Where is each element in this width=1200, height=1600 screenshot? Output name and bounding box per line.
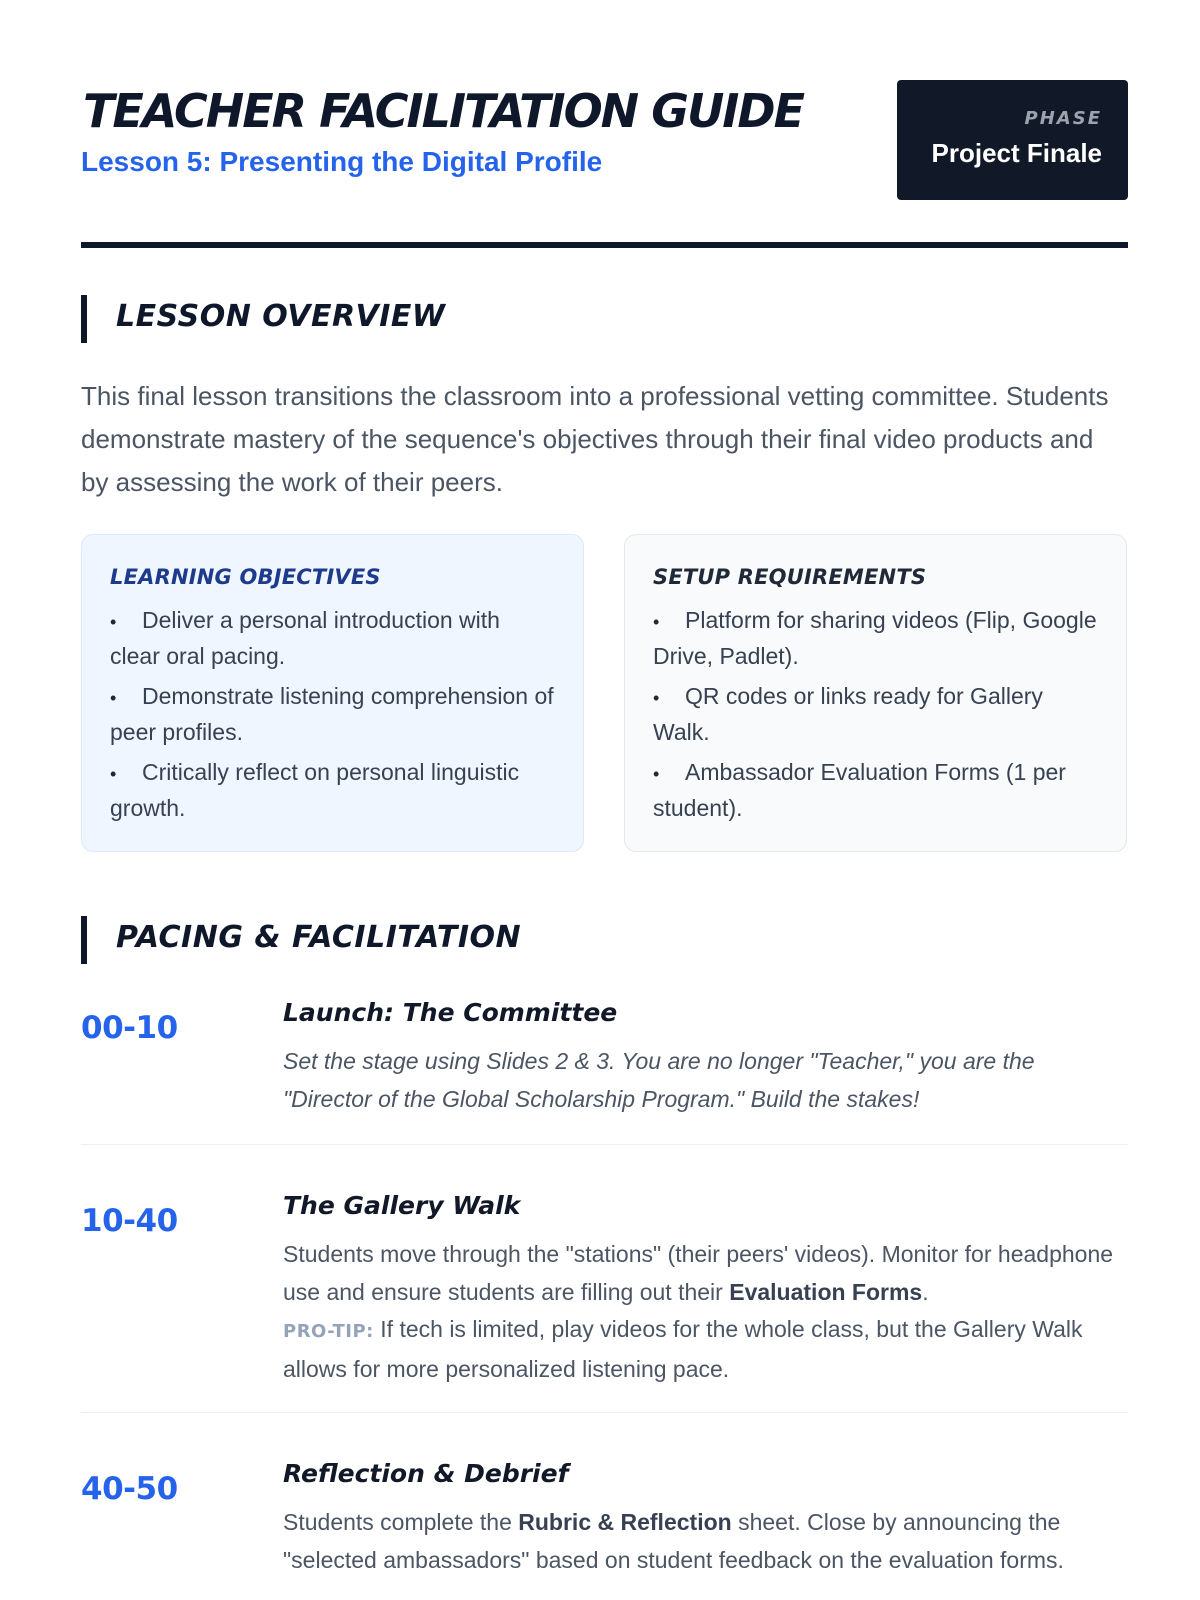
list-item — [653, 603, 1098, 673]
lesson-subtitle: Lesson 5: Presenting the Digital Profile — [81, 146, 603, 177]
list-item-text: QR codes or links ready for Gallery Walk. — [653, 683, 1043, 745]
list-item-text: Ambassador Evaluation Forms (1 per student). — [653, 759, 1066, 821]
card-title: SETUP REQUIREMENTS — [653, 565, 927, 589]
row-body — [283, 1459, 1128, 1579]
document-header — [81, 80, 1128, 200]
overview-paragraph: This final lesson transitions the classroom into a professional vetting committee. Students demonstrate mastery of the sequence's objectives through their final video products and by assessing the work of their peers. — [81, 381, 1109, 497]
row-body — [283, 1191, 1128, 1388]
row-description — [283, 1504, 1128, 1579]
row-title: Launch: The Committee — [283, 998, 618, 1027]
bullet-icon: • — [653, 764, 660, 784]
time-range: 00-10 — [81, 1010, 178, 1046]
bullet-icon: • — [653, 612, 660, 632]
description-text: Students complete the — [283, 1509, 519, 1535]
row-description — [283, 1236, 1128, 1388]
bullet-icon: • — [653, 688, 660, 708]
document-title: TEACHER FACILITATION GUIDE — [83, 84, 804, 138]
header-divider — [81, 242, 1128, 248]
list-item-text: Platform for sharing videos (Flip, Google Drive, Padlet). — [653, 607, 1097, 669]
description-text: Students move through the "stations" (their peers' videos). Monitor for headphone use and ensure students are filling out their — [283, 1241, 1114, 1305]
list-item — [110, 755, 555, 825]
phase-value: Project Finale — [931, 138, 1102, 168]
setup-list — [653, 603, 1098, 825]
row-title: Reflection & Debrief — [283, 1459, 569, 1488]
section-accent-bar — [81, 916, 87, 964]
bullet-icon: • — [110, 764, 117, 784]
description-text: sheet. Close by announcing the "selected ambassadors" based on student feedback on the evaluation forms. — [283, 1509, 1064, 1573]
row-divider — [81, 1412, 1128, 1413]
objectives-list — [110, 603, 555, 825]
facilitation-guide-page — [81, 0, 1128, 1600]
description-text: . — [922, 1278, 929, 1305]
time-range: 10-40 — [81, 1203, 178, 1239]
list-item — [653, 679, 1098, 749]
section-title: PACING & FACILITATION — [116, 920, 522, 955]
list-item — [110, 679, 555, 749]
list-item-text: Critically reflect on personal linguistic growth. — [110, 759, 520, 821]
phase-badge — [897, 80, 1128, 200]
bullet-icon: • — [110, 688, 117, 708]
pro-tip-text: If tech is limited, play videos for the whole class, but the Gallery Walk allows for more personalized listening pace. — [283, 1316, 1083, 1382]
row-description: Set the stage using Slides 2 & 3. You are no longer "Teacher," you are the "Director of the Global Scholarship Program." Build the stakes! — [283, 1048, 1035, 1112]
row-divider — [81, 1144, 1128, 1145]
section-accent-bar — [81, 295, 87, 343]
list-item-text: Deliver a personal introduction with clear oral pacing. — [110, 607, 500, 669]
setup-requirements-card — [624, 534, 1127, 852]
list-item — [110, 603, 555, 673]
description-emphasis: Evaluation Forms — [729, 1278, 923, 1305]
card-title: LEARNING OBJECTIVES — [110, 565, 381, 589]
time-range: 40-50 — [81, 1471, 178, 1507]
description-emphasis: Rubric & Reflection — [518, 1509, 732, 1535]
section-title: LESSON OVERVIEW — [116, 299, 446, 334]
row-body — [283, 998, 1128, 1118]
list-item — [653, 755, 1098, 825]
bullet-icon: • — [110, 612, 117, 632]
row-title: The Gallery Walk — [283, 1191, 521, 1220]
pro-tip-label: PRO-TIP: — [283, 1321, 374, 1342]
list-item-text: Demonstrate listening comprehension of peer profiles. — [110, 683, 554, 745]
learning-objectives-card — [81, 534, 584, 852]
phase-label: PHASE — [1024, 108, 1102, 129]
